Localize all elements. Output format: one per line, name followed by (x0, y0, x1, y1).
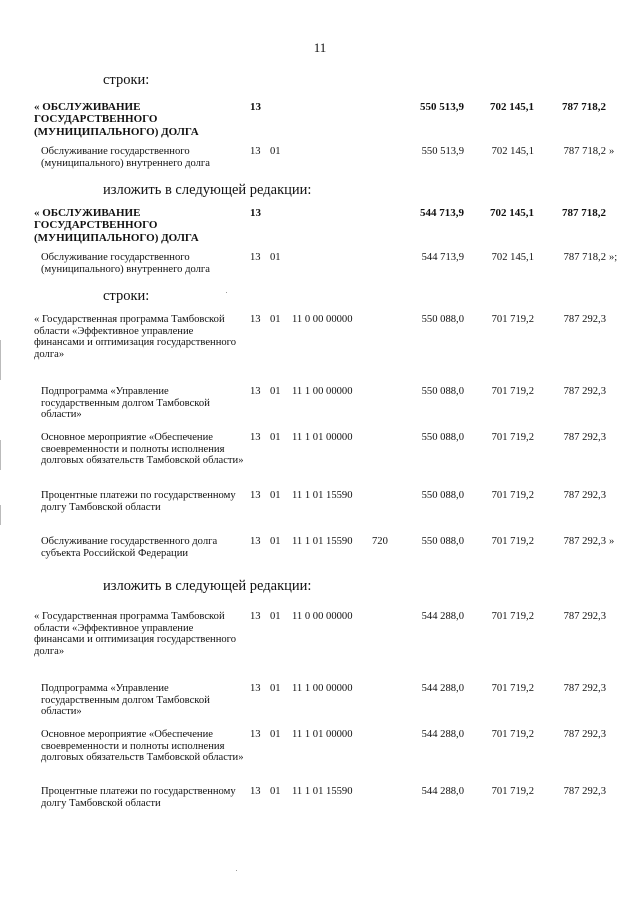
row-name: Основное мероприятие «Обеспечение своевременности и полноты исполнения долговых обязательств Тамбовской области» (41, 432, 244, 467)
row-target-article: 11 1 01 00000 (292, 432, 353, 443)
row-subsection: 01 (270, 611, 281, 622)
row-subsection: 01 (270, 146, 281, 157)
row-section: 13 (250, 146, 261, 157)
heading-rows-old-1: строки: (103, 72, 150, 88)
scan-edge-mark (0, 340, 1, 380)
row-value-1: 550 088,0 (421, 314, 464, 325)
row-target-article: 11 1 00 00000 (292, 386, 353, 397)
row-value-3: 787 292,3 (563, 786, 606, 797)
scan-edge-mark (0, 505, 1, 525)
row-closing-quote: » (609, 146, 615, 157)
row-name: Процентные платежи по государственному долгу Тамбовской области (41, 490, 236, 513)
row-name: Подпрограмма «Управление государственным долгом Тамбовской области» (41, 683, 210, 718)
scan-speck (236, 870, 237, 871)
row-value-3: 787 292,3 (563, 314, 606, 325)
row-value-1: 550 088,0 (421, 386, 464, 397)
row-value-1: 550 088,0 (421, 490, 464, 501)
row-value-2: 702 145,1 (491, 146, 534, 157)
row-target-article: 11 1 00 00000 (292, 683, 353, 694)
row-subsection: 01 (270, 432, 281, 443)
row-subsection: 01 (270, 252, 281, 263)
row-value-3: 787 718,2 (562, 101, 606, 113)
row-value-1: 550 513,9 (421, 146, 464, 157)
row-value-2: 701 719,2 (491, 386, 534, 397)
row-value-2: 701 719,2 (491, 611, 534, 622)
row-value-1: 550 513,9 (420, 101, 464, 113)
row-section: 13 (250, 536, 261, 547)
row-section: 13 (250, 101, 261, 113)
row-target-article: 11 0 00 00000 (292, 314, 353, 325)
row-value-1: 544 713,9 (420, 207, 464, 219)
row-value-3: 787 718,2 (563, 146, 606, 157)
scan-speck (226, 292, 227, 293)
row-target-article: 11 1 01 15590 (292, 536, 353, 547)
row-value-1: 544 288,0 (421, 683, 464, 694)
row-target-article: 11 1 01 15590 (292, 490, 353, 501)
row-name: « Государственная программа Тамбовской области «Эффективное управление финансами и оптимизация государственного долга» (34, 611, 237, 657)
row-subsection: 01 (270, 314, 281, 325)
row-value-2: 701 719,2 (491, 314, 534, 325)
row-expense-type: 720 (372, 536, 388, 547)
row-section: 13 (250, 490, 261, 501)
row-target-article: 11 0 00 00000 (292, 611, 353, 622)
row-name: Обслуживание государственного долга субъекта Российской Федерации (41, 536, 218, 559)
row-subsection: 01 (270, 386, 281, 397)
row-value-1: 544 288,0 (421, 786, 464, 797)
row-closing-quote: »; (609, 252, 618, 263)
row-section: 13 (250, 729, 261, 740)
row-subsection: 01 (270, 490, 281, 501)
row-value-1: 544 288,0 (421, 611, 464, 622)
row-name: « Государственная программа Тамбовской области «Эффективное управление финансами и оптимизация государственного долга» (34, 314, 237, 360)
row-value-3: 787 292,3 (563, 386, 606, 397)
row-subsection: 01 (270, 683, 281, 694)
row-section: 13 (250, 611, 261, 622)
row-closing-quote: » (609, 536, 615, 547)
row-value-3: 787 292,3 (563, 729, 606, 740)
row-target-article: 11 1 01 15590 (292, 786, 353, 797)
row-value-3: 787 292,3 (563, 536, 606, 547)
row-value-1: 550 088,0 (421, 432, 464, 443)
heading-rows-old-2: строки: (103, 288, 150, 304)
row-section: 13 (250, 207, 261, 219)
row-value-2: 702 145,1 (490, 207, 534, 219)
row-name: Основное мероприятие «Обеспечение своевременности и полноты исполнения долговых обязательств Тамбовской области» (41, 729, 244, 764)
row-value-2: 701 719,2 (491, 683, 534, 694)
row-target-article: 11 1 01 00000 (292, 729, 353, 740)
row-value-2: 701 719,2 (491, 432, 534, 443)
row-value-2: 701 719,2 (491, 729, 534, 740)
row-value-1: 544 713,9 (421, 252, 464, 263)
row-section: 13 (250, 252, 261, 263)
row-value-1: 550 088,0 (421, 536, 464, 547)
row-section: 13 (250, 432, 261, 443)
scan-edge-mark (0, 440, 1, 470)
row-value-3: 787 718,2 (563, 252, 606, 263)
row-subsection: 01 (270, 729, 281, 740)
row-value-2: 702 145,1 (491, 252, 534, 263)
row-value-3: 787 292,3 (563, 683, 606, 694)
page-number: 11 (313, 40, 327, 55)
row-value-2: 701 719,2 (491, 786, 534, 797)
row-name: Обслуживание государственного (муниципального) внутреннего долга (41, 252, 210, 275)
row-name: « ОБСЛУЖИВАНИЕ ГОСУДАРСТВЕННОГО (МУНИЦИПАЛЬНОГО) ДОЛГА (34, 207, 199, 244)
row-value-2: 701 719,2 (491, 490, 534, 501)
row-section: 13 (250, 683, 261, 694)
row-value-2: 701 719,2 (491, 536, 534, 547)
row-value-1: 544 288,0 (421, 729, 464, 740)
row-value-3: 787 292,3 (563, 490, 606, 501)
row-name: Обслуживание государственного (муниципального) внутреннего долга (41, 146, 210, 169)
row-subsection: 01 (270, 786, 281, 797)
row-value-3: 787 292,3 (563, 611, 606, 622)
row-name: Подпрограмма «Управление государственным долгом Тамбовской области» (41, 386, 210, 421)
row-value-3: 787 718,2 (562, 207, 606, 219)
row-section: 13 (250, 386, 261, 397)
row-value-3: 787 292,3 (563, 432, 606, 443)
row-name: Процентные платежи по государственному долгу Тамбовской области (41, 786, 236, 809)
heading-new-edition-1: изложить в следующей редакции: (103, 182, 312, 198)
row-value-2: 702 145,1 (490, 101, 534, 113)
row-section: 13 (250, 314, 261, 325)
heading-new-edition-2: изложить в следующей редакции: (103, 578, 312, 594)
row-subsection: 01 (270, 536, 281, 547)
row-name: « ОБСЛУЖИВАНИЕ ГОСУДАРСТВЕННОГО (МУНИЦИПАЛЬНОГО) ДОЛГА (34, 101, 199, 138)
row-section: 13 (250, 786, 261, 797)
